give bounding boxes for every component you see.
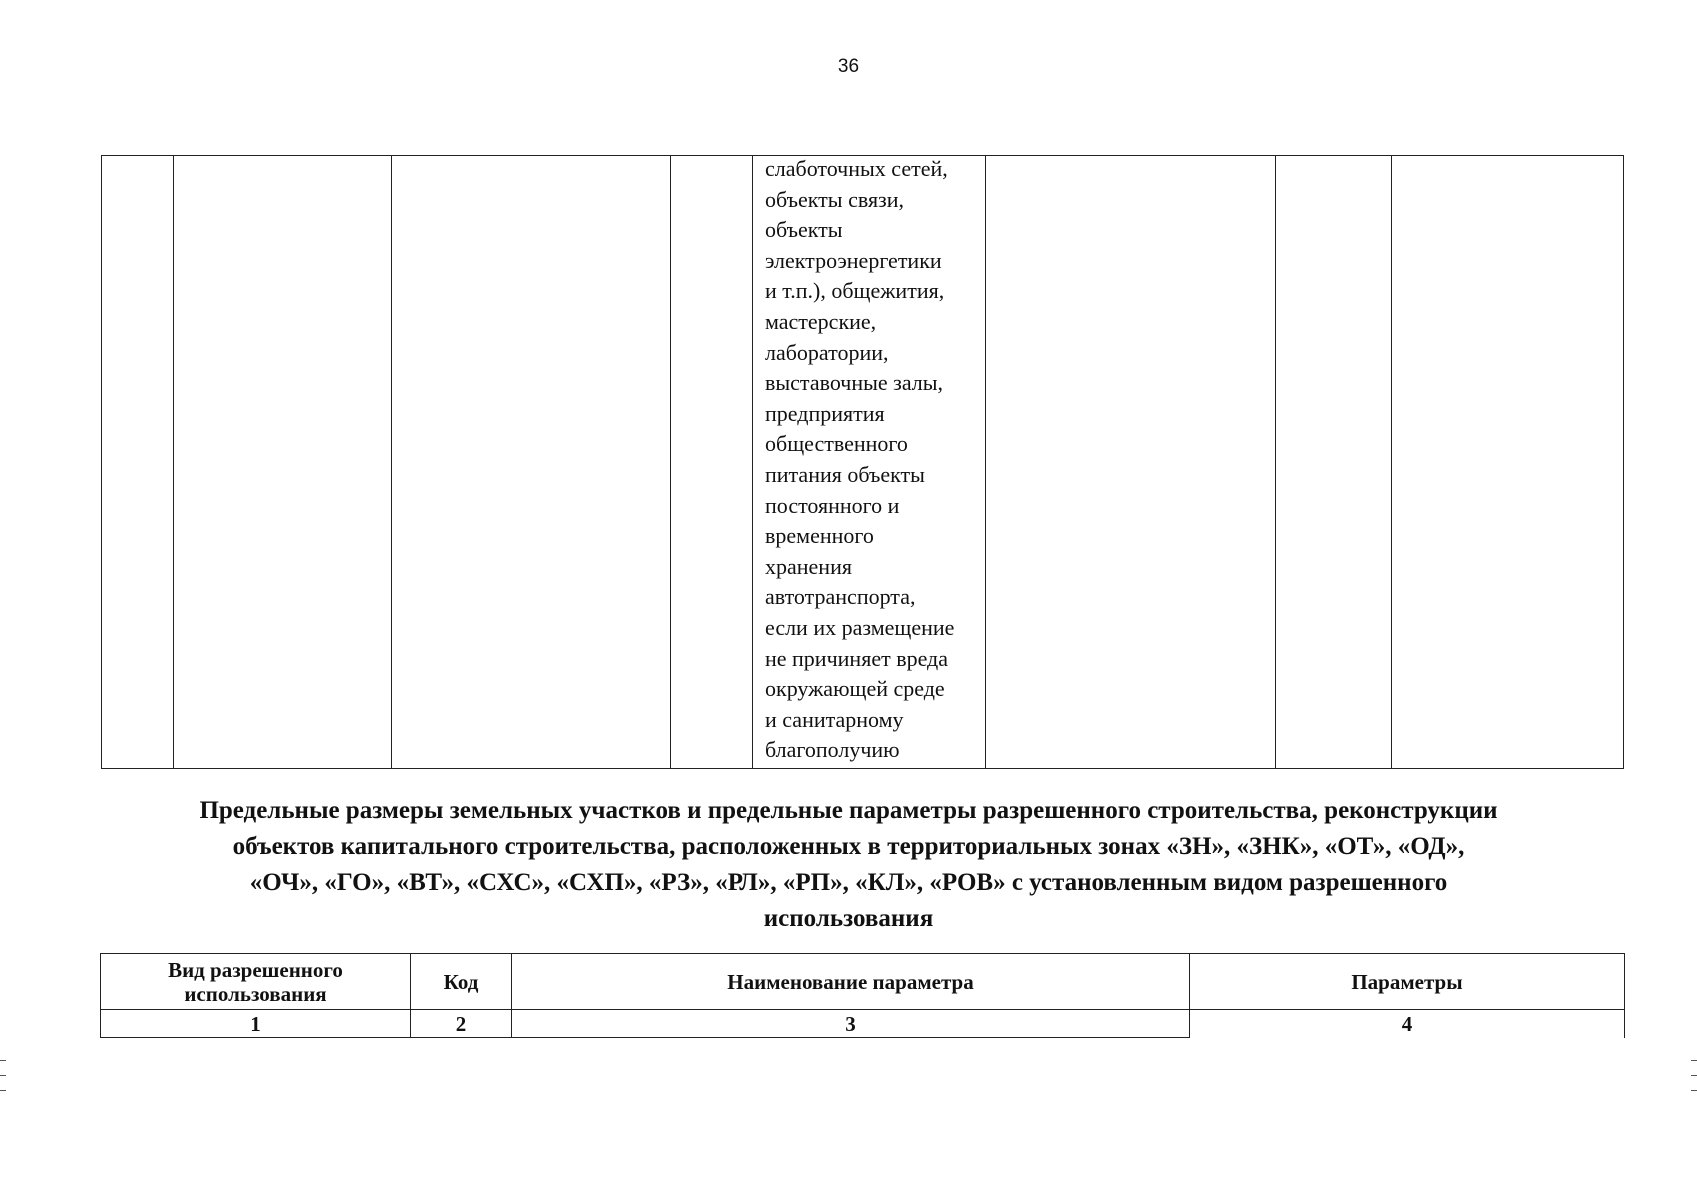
- header-parameters: Параметры: [1190, 954, 1625, 1010]
- header-permitted-use-line: использования: [184, 981, 327, 1006]
- column-number: 1: [101, 1010, 411, 1038]
- text-line: если их размещение: [765, 614, 955, 640]
- table-cell-empty: [102, 156, 174, 769]
- text-line: слаботочных сетей,: [765, 156, 948, 181]
- table-cell-empty: [1392, 156, 1624, 769]
- text-line: хранения: [765, 553, 852, 579]
- table-cell-empty: [986, 156, 1276, 769]
- header-parameter-name: Наименование параметра: [512, 954, 1190, 1010]
- text-line: питания объекты: [765, 461, 925, 487]
- section-title-line: объектов капитального строительства, расположенных в территориальных зонах «ЗН», «ЗНК», «ОТ», «ОД»,: [232, 833, 1465, 860]
- text-line: и т.п.), общежития,: [765, 278, 945, 304]
- text-line: постоянного и: [765, 492, 900, 518]
- text-line: благополучию: [765, 737, 900, 763]
- column-number: 4: [1190, 1010, 1625, 1038]
- scan-edge-mark: [0, 1090, 6, 1091]
- header-permitted-use: [101, 954, 411, 1010]
- column-number-row: [101, 1010, 1625, 1038]
- text-line: лаборатории,: [765, 339, 889, 365]
- table-header-row: [101, 954, 1625, 1010]
- text-line: автотранспорта,: [765, 584, 916, 610]
- permitted-use-description: [753, 154, 985, 766]
- text-line: электроэнергетики: [765, 247, 942, 273]
- continued-table: [101, 155, 1624, 769]
- scan-edge-mark: [1691, 1090, 1697, 1091]
- text-line: выставочные залы,: [765, 370, 944, 396]
- permitted-use-description-cell: [753, 156, 986, 769]
- text-line: временного: [765, 523, 874, 549]
- header-code: Код: [411, 954, 512, 1010]
- table-row: [102, 156, 1624, 769]
- section-title-line: Предельные размеры земельных участков и предельные параметры разрешенного строительства, реконструкции: [199, 797, 1498, 824]
- scan-edge-mark: [0, 1060, 6, 1061]
- page-number: 36: [837, 56, 860, 77]
- table-cell-empty: [1276, 156, 1392, 769]
- section-title: [60, 793, 1637, 937]
- text-line: мастерские,: [765, 308, 877, 334]
- text-line: общественного: [765, 431, 908, 457]
- section-title-line: использования: [763, 905, 934, 932]
- table-cell-empty: [174, 156, 392, 769]
- scan-edge-mark: [1691, 1075, 1697, 1076]
- table-cell-empty: [392, 156, 671, 769]
- text-line: и санитарному: [765, 706, 904, 732]
- scan-edge-mark: [1691, 1060, 1697, 1061]
- column-number: 3: [512, 1010, 1190, 1038]
- parameters-table: [100, 953, 1625, 1038]
- section-title-line: «ОЧ», «ГО», «ВТ», «СХС», «СХП», «РЗ», «РЛ», «РП», «КЛ», «РОВ» с установленным видом разрешенного: [249, 869, 1448, 896]
- header-permitted-use-line: Вид разрешенного: [168, 957, 343, 982]
- scan-edge-mark: [0, 1075, 6, 1076]
- text-line: объекты связи,: [765, 186, 905, 212]
- text-line: предприятия: [765, 400, 885, 426]
- text-line: окружающей среде: [765, 676, 945, 702]
- text-line: не причиняет вреда: [765, 645, 949, 671]
- column-number: 2: [411, 1010, 512, 1038]
- text-line: объекты: [765, 217, 843, 243]
- table-cell-empty: [671, 156, 753, 769]
